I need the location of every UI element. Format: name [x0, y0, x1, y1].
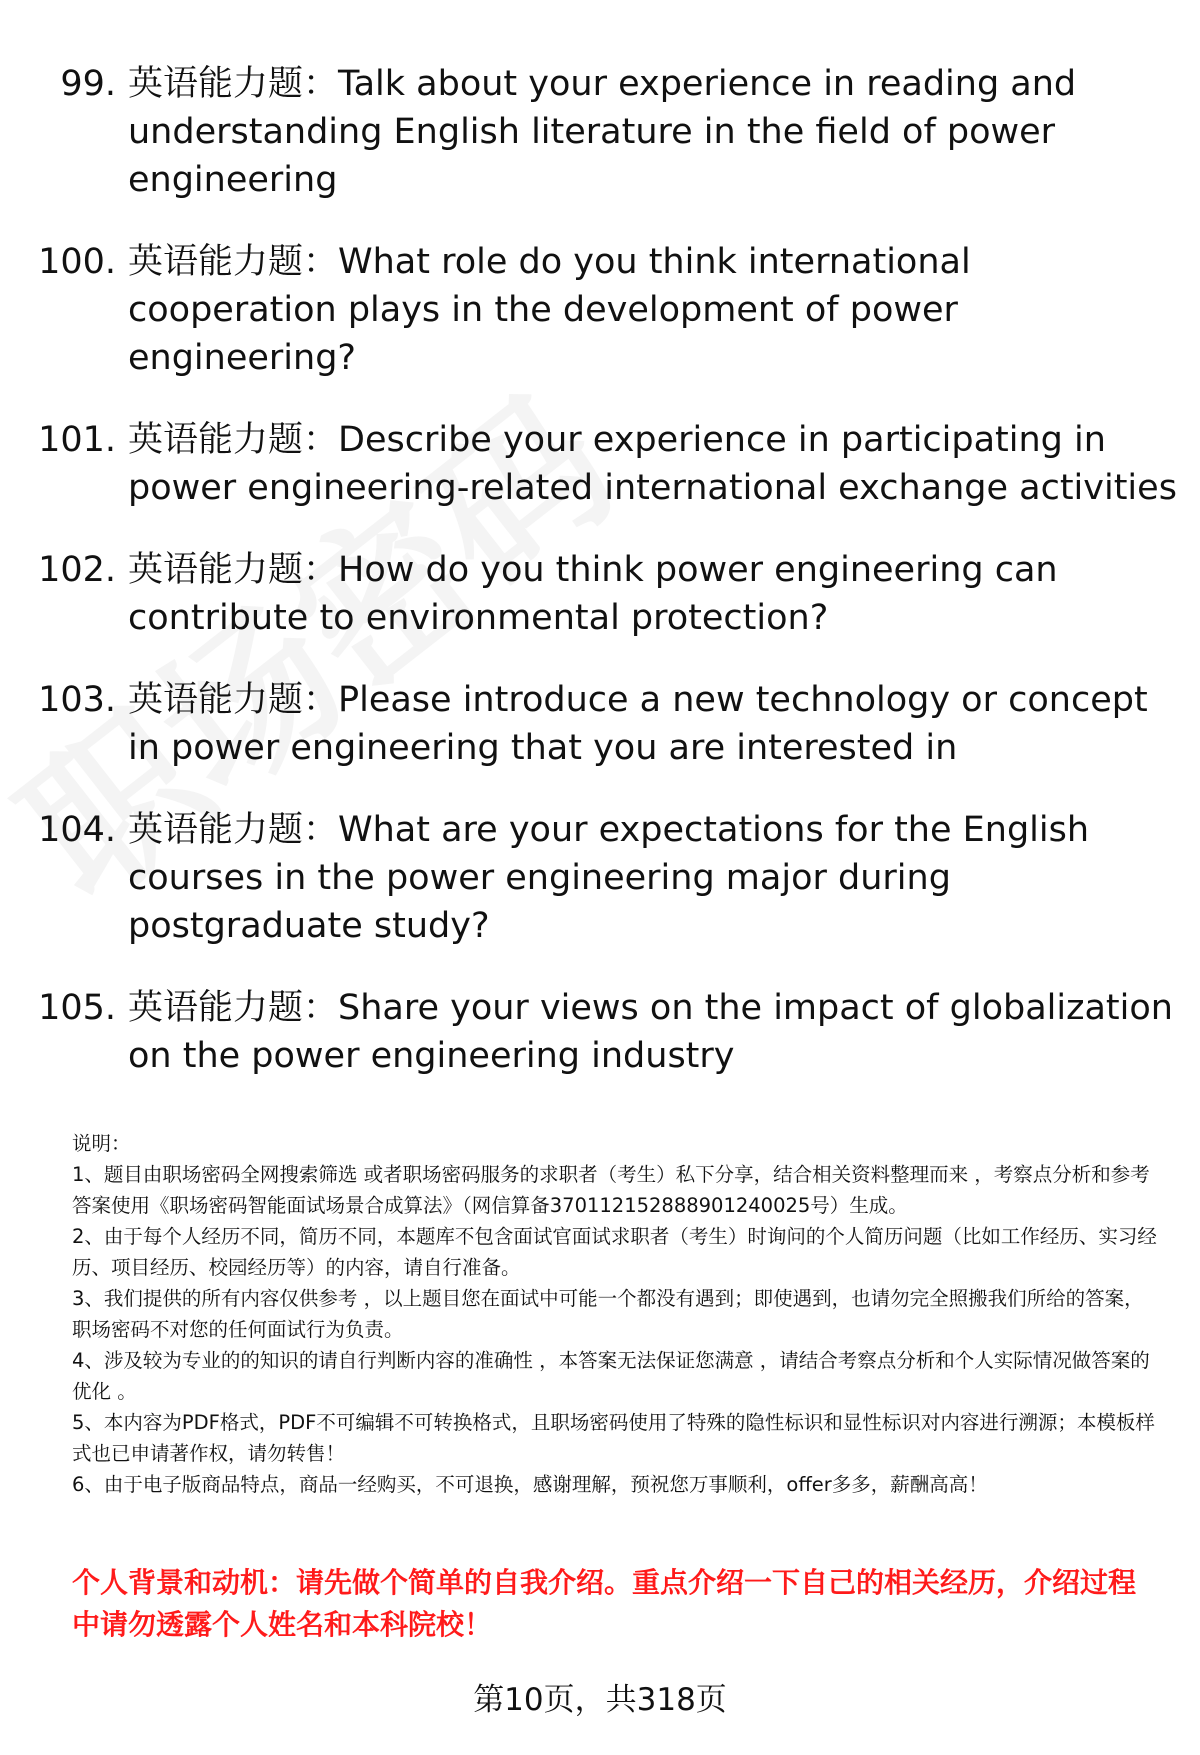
question-item — [30, 546, 1180, 642]
question-text: 英语能力题：Talk about your experience in reading and understanding English literature in the field of power engineering — [128, 64, 1077, 200]
note-item: 3、我们提供的所有内容仅供参考 ，以上题目您在面试中可能一个都没有遇到；即使遇到，也请勿完全照搬我们所给的答案，职场密码不对您的任何面试行为负责。 — [72, 1287, 1144, 1341]
highlight-prompt: 个人背景和动机：请先做个简单的自我介绍。重点介绍一下自己的相关经历，介绍过程中请勿透露个人姓名和本科院校！ — [72, 1566, 1137, 1641]
question-text: 英语能力题：What are your expectations for the English courses in the power engineering major during postgraduate study? — [128, 810, 1090, 946]
note-item: 6、由于电子版商品特点，商品一经购买，不可退换，感谢理解，预祝您万事顺利，offer多多，薪酬高高！ — [72, 1473, 988, 1496]
question-number: 101. — [38, 420, 116, 460]
note-item: 4、涉及较为专业的的知识的请自行判断内容的准确性 ，本答案无法保证您满意 ，请结合考察点分析和个人实际情况做答案的优化 。 — [72, 1349, 1150, 1403]
question-text: 英语能力题：Describe your experience in participating in power engineering-related international exchange activities — [128, 420, 1177, 508]
question-text: 英语能力题：What role do you think international cooperation plays in the development of power engineering? — [128, 242, 971, 378]
question-number: 103. — [38, 680, 116, 720]
question-item — [30, 238, 1180, 382]
question-text: 英语能力题：Please introduce a new technology or concept in power engineering that you are interested in — [128, 680, 1148, 768]
note-item: 2、由于每个人经历不同，简历不同，本题库不包含面试官面试求职者（考生）时询问的个人简历问题（比如工作经历、实习经历、项目经历、校园经历等）的内容，请自行准备。 — [72, 1225, 1157, 1279]
question-item — [30, 60, 1180, 204]
note-item: 1、题目由职场密码全网搜索筛选 或者职场密码服务的求职者（考生）私下分享，结合相关资料整理而来 ，考察点分析和参考答案使用《职场密码智能面试场景合成算法》（网信算备370112152888901240025号）生成。 — [72, 1163, 1150, 1217]
question-number: 100. — [38, 242, 116, 282]
note-item: 5、本内容为PDF格式，PDF不可编辑不可转换格式，且职场密码使用了特殊的隐性标识和显性标识对内容进行溯源；本模板样式也已申请著作权，请勿转售！ — [72, 1411, 1155, 1465]
question-list — [30, 60, 1180, 1114]
question-number: 105. — [38, 988, 116, 1028]
question-item — [30, 806, 1180, 950]
question-number: 99. — [60, 64, 116, 104]
question-text: 英语能力题：Share your views on the impact of globalization on the power engineering industry — [128, 988, 1173, 1076]
question-item — [30, 984, 1180, 1080]
page-footer: 第10页，共318页 — [473, 1682, 727, 1718]
notes-title: 说明： — [72, 1132, 131, 1155]
question-text: 英语能力题：How do you think power engineering can contribute to environmental protection? — [128, 550, 1058, 638]
question-item — [30, 676, 1180, 772]
question-number: 104. — [38, 810, 116, 850]
question-item — [30, 416, 1180, 512]
notes-section — [72, 1128, 1162, 1500]
question-number: 102. — [38, 550, 116, 590]
